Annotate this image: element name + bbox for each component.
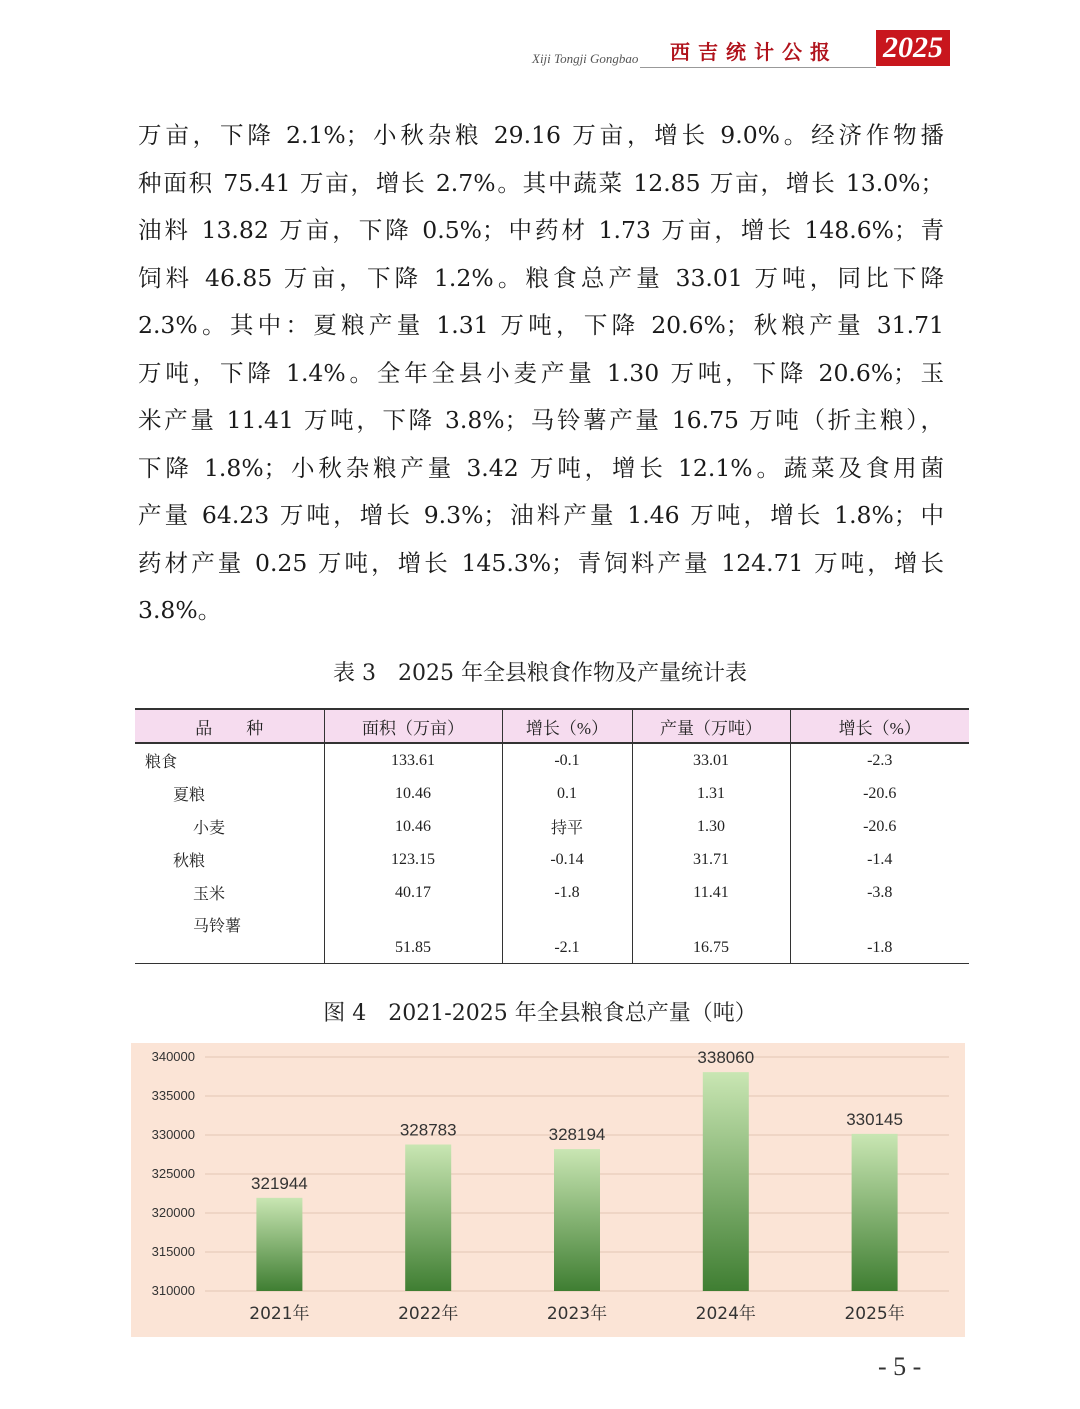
paragraph-line: 3.8%。 (138, 596, 222, 624)
table-row (135, 777, 969, 810)
table-cell: 1.31 (632, 777, 790, 810)
data-label: 321944 (251, 1173, 308, 1193)
paragraph-line: 产量 64.23 万吨，增长 9.3%；油料产量 1.46 万吨，增长 1.8%；中 (138, 501, 944, 529)
table-row (135, 876, 969, 909)
table-row (135, 743, 969, 777)
y-tick-label: 335000 (151, 1088, 195, 1103)
table-cell: -20.6 (790, 810, 969, 843)
column-header: 面积（万亩） (324, 709, 502, 743)
table-cell: -1.8 (502, 876, 632, 909)
table-cell: 小麦 (193, 820, 226, 837)
x-tick-label: 2025年 (844, 1304, 905, 1324)
x-tick-label: 2023年 (546, 1304, 608, 1324)
crop-statistics-table (135, 708, 969, 964)
table-cell: -0.14 (502, 843, 632, 876)
x-tick-label: 2022年 (398, 1304, 459, 1324)
table-cell: 秋粮 (173, 853, 206, 870)
column-header: 产量（万吨） (632, 709, 790, 743)
bar (703, 1072, 749, 1291)
table-cell: 1.30 (632, 810, 790, 843)
bar (554, 1149, 600, 1291)
y-tick-label: 320000 (151, 1205, 195, 1220)
x-tick-label: 2021年 (249, 1304, 310, 1324)
body-paragraph (138, 112, 944, 635)
table-row (135, 843, 969, 876)
table-cell: 31.71 (632, 843, 790, 876)
paragraph-line: 万亩，下降 2.1%；小秋杂粮 29.16 万亩，增长 9.0%。经济作物播 (138, 121, 944, 149)
header-year-badge: 2025 (876, 30, 950, 66)
column-header: 品 种 (135, 709, 324, 743)
y-tick-label: 315000 (151, 1244, 195, 1259)
table-caption: 表 3 2025 年全县粮食作物及产量统计表 (333, 661, 747, 686)
bar (405, 1144, 451, 1291)
header-subtitle: Xiji Tongji Gongbao (532, 51, 639, 66)
table-cell: 51.85 (324, 909, 502, 964)
paragraph-line: 油料 13.82 万亩，下降 0.5%；中药材 1.73 万亩，增长 148.6%；青 (138, 216, 944, 244)
x-tick-label: 2024年 (695, 1304, 756, 1324)
paragraph-line: 米产量 11.41 万吨，下降 3.8%；马铃薯产量 16.75 万吨（折主粮）， (138, 406, 944, 434)
table-cell: -20.6 (790, 777, 969, 810)
table-cell: 123.15 (324, 843, 502, 876)
table-cell: 11.41 (632, 876, 790, 909)
data-label: 328783 (399, 1120, 457, 1140)
table-cell: -1.4 (790, 843, 969, 876)
y-tick-label: 310000 (151, 1283, 195, 1298)
paragraph-line: 药材产量 0.25 万吨，增长 145.3%；青饲料产量 124.71 万吨，增长 (138, 548, 944, 577)
paragraph-line: 万吨，下降 1.4%。全年全县小麦产量 1.30 万吨，下降 20.6%；玉 (138, 358, 944, 387)
table-cell: -2.3 (790, 743, 969, 777)
table-cell: 粮食 (145, 754, 178, 771)
table-cell: 40.17 (324, 876, 502, 909)
column-header: 增长（%） (502, 709, 632, 743)
header-title: 西吉统计公报 (670, 40, 838, 64)
table-cell: 10.46 (324, 810, 502, 843)
grain-output-bar-chart (131, 1043, 965, 1337)
bar (852, 1134, 898, 1291)
figure-caption: 图 4 2021-2025 年全县粮食总产量（吨） (323, 1001, 757, 1026)
bar (256, 1198, 302, 1291)
table-cell: 16.75 (632, 909, 790, 964)
paragraph-line: 种面积 75.41 万亩，增长 2.7%。其中蔬菜 12.85 万亩，增长 13.0%； (138, 168, 944, 197)
table-cell: 10.46 (324, 777, 502, 810)
table-cell: -1.8 (790, 909, 969, 964)
table-row (135, 810, 969, 843)
table-row (135, 909, 969, 964)
table-cell: 0.1 (502, 777, 632, 810)
data-label: 338060 (697, 1048, 755, 1068)
y-tick-label: 340000 (151, 1049, 195, 1064)
table-header-row (135, 709, 969, 743)
page-number: - 5 - (878, 1352, 922, 1381)
table-cell: 玉米 (193, 886, 226, 903)
table-cell: 33.01 (632, 743, 790, 777)
table-cell: -2.1 (502, 909, 632, 964)
paragraph-line: 2.3%。其中：夏粮产量 1.31 万吨，下降 20.6%；秋粮产量 31.71 (138, 311, 944, 339)
table-cell: 夏粮 (173, 787, 206, 804)
table-cell: -3.8 (790, 876, 969, 909)
y-tick-label: 325000 (151, 1166, 195, 1181)
table-cell: -0.1 (502, 743, 632, 777)
paragraph-line: 饲料 46.85 万亩，下降 1.2%。粮食总产量 33.01 万吨，同比下降 (138, 263, 944, 292)
table-cell: 马铃薯 (135, 909, 324, 964)
data-label: 330145 (846, 1109, 903, 1129)
header-rule (640, 67, 876, 68)
data-label: 328194 (548, 1125, 606, 1145)
column-header: 增长（%） (790, 709, 969, 743)
paragraph-line: 下降 1.8%；小秋杂粮产量 3.42 万吨，增长 12.1%。蔬菜及食用菌 (138, 453, 944, 482)
table-cell: 133.61 (324, 743, 502, 777)
y-tick-label: 330000 (151, 1127, 195, 1142)
table-cell: 持平 (502, 810, 632, 843)
